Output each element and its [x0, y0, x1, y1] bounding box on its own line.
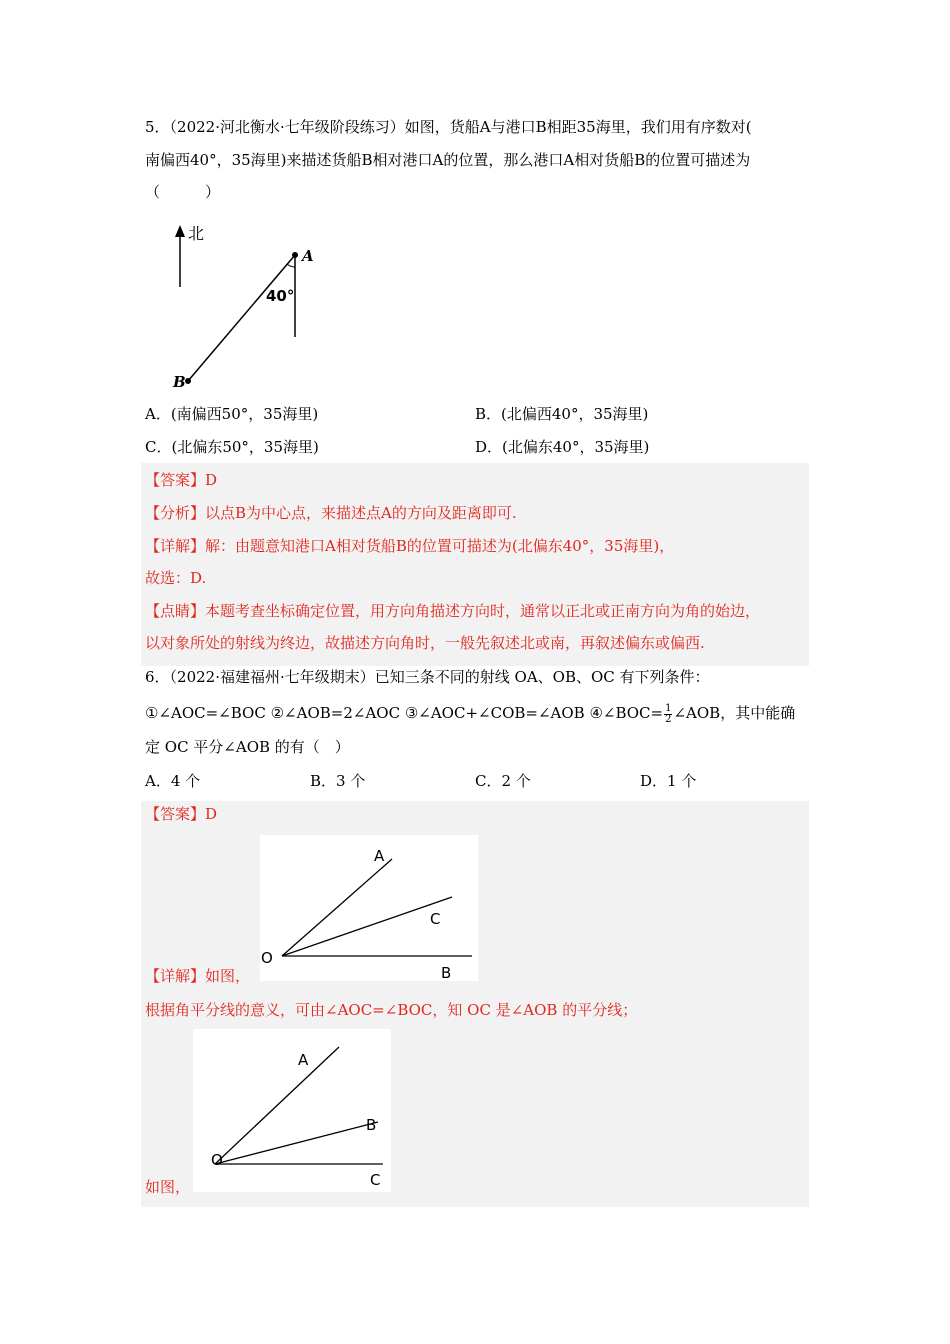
label-a: A [374, 847, 385, 865]
point-b-dot [185, 378, 191, 384]
label-b-2: B [366, 1116, 377, 1134]
q5-stem-line1: 5．（2022·河北衡水·七年级阶段练习）如图，货船A与港口B相距35海里，我们用有序数对( [145, 118, 752, 136]
q6-answer: 【答案】D [145, 805, 218, 823]
q5-option-a: A．(南偏西50°，35海里) [145, 405, 319, 423]
q5-stem-line2: 南偏西40°，35海里)来描述货船B相对港口A的位置，那么港口A相对货船B的位置可描述为 [145, 151, 751, 169]
point-a-label: A [302, 247, 314, 265]
q5-option-c: C．(北偏东50°，35海里) [145, 438, 319, 456]
q5-answer: 【答案】D [145, 471, 218, 489]
q6-figure-2 [193, 1029, 391, 1192]
q5-detail-line2: 故选：D. [145, 569, 207, 587]
figure-1-bg [260, 835, 478, 981]
q5-option-d: D．(北偏东40°，35海里) [475, 438, 650, 456]
q6-stem-line2 [145, 703, 795, 725]
q5-figure [160, 215, 330, 395]
label-o-2: O [211, 1151, 223, 1169]
q5-analysis: 【分析】以点B为中心点，来描述点A的方向及距离即可. [145, 504, 517, 522]
label-c: C [430, 910, 441, 928]
q6-figure-1 [260, 835, 478, 981]
north-label: 北 [188, 224, 205, 243]
q6-conditions: ①∠AOC=∠BOC ②∠AOB=2∠AOC ③∠AOC+∠COB=∠AOB ④∠BOC= [145, 704, 664, 722]
q6-last-line: 如图， [145, 1178, 191, 1196]
angle-label: 40° [266, 287, 295, 305]
q5-option-b: B．(北偏西40°，35海里) [475, 405, 649, 423]
q5-note-line1: 【点睛】本题考查坐标确定位置，用方向角描述方向时，通常以正北或正南方向为角的始边， [145, 602, 761, 620]
q6-option-a: A．4 个 [145, 772, 201, 790]
q6-option-c: C．2 个 [475, 772, 531, 790]
point-b-label: B [173, 373, 186, 391]
q6-option-d: D．1 个 [640, 772, 697, 790]
label-a-2: A [298, 1051, 309, 1069]
q6-conditions-tail: ∠AOB，其中能确 [673, 704, 796, 722]
label-c-2: C [370, 1171, 381, 1189]
angle-arc [287, 264, 295, 267]
fraction-one-half: $\frac{1}{2}$ [665, 702, 672, 725]
q6-detail-label: 【详解】如图， [145, 967, 251, 985]
segment-ab [188, 255, 295, 381]
q5-detail-line1: 【详解】解：由题意知港口A相对货船B的位置可描述为(北偏东40°，35海里)， [145, 537, 675, 555]
label-o: O [261, 949, 273, 967]
q5-note-line2: 以对象所处的射线为终边，故描述方向角时，一般先叙述北或南，再叙述偏东或偏西. [145, 634, 705, 652]
q6-detail-text: 根据角平分线的意义，可由∠AOC=∠BOC，知 OC 是∠AOB 的平分线； [145, 1001, 638, 1019]
north-arrow-head [175, 225, 185, 237]
label-b: B [441, 964, 452, 981]
q6-stem-line1: 6．（2022·福建福州·七年级期末）已知三条不同的射线 OA、OB、OC 有下列条件： [145, 668, 710, 686]
q6-option-b: B．3 个 [310, 772, 366, 790]
q6-stem-line3: 定 OC 平分∠AOB 的有（ ） [145, 738, 350, 756]
q5-stem-line3: （ ） [145, 183, 221, 201]
point-a-dot [292, 252, 298, 258]
